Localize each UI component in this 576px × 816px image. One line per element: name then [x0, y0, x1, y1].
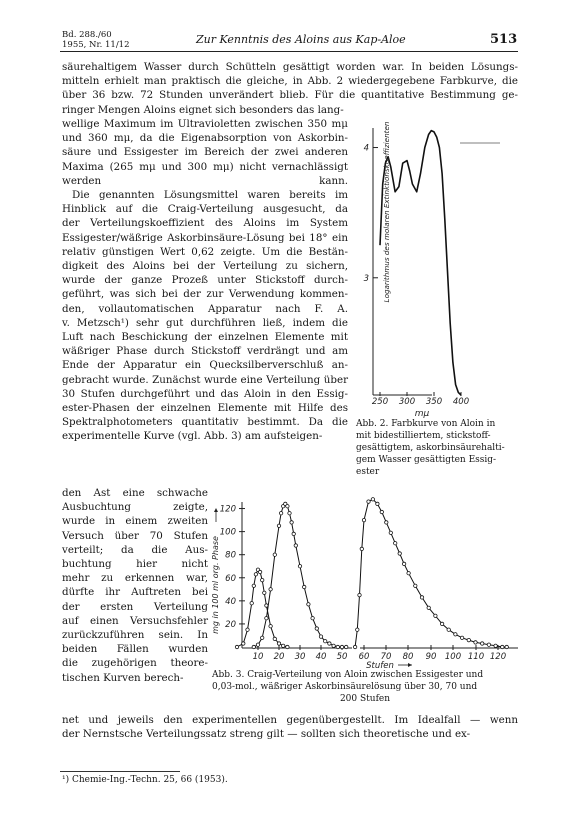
footnote: ¹) Chemie-Ing.-Techn. 25, 66 (1953). — [62, 775, 228, 785]
distribution-curve-1 — [237, 570, 287, 647]
data-point — [282, 505, 285, 508]
text-line: der ersten Verteilung — [62, 600, 208, 613]
text-line: den, vollautomatischen Apparatur nach F. A. — [62, 302, 348, 315]
data-point — [371, 498, 374, 501]
journal-volume: Bd. 288./60 — [62, 30, 112, 40]
text-line: der Verteilungskoeffizient des Aloins im System — [62, 217, 348, 230]
body-text-narrow-column — [62, 486, 208, 685]
data-point — [356, 628, 359, 631]
text-line: digkeit des Aloins bei der Verteilung zu sichern, — [62, 260, 348, 273]
text-line: mit bidestilliertem, stickstoff- — [356, 431, 491, 441]
text-line: Ausbuchtung zeigte, — [62, 501, 208, 514]
journal-year-issue: 1955, Nr. 11/12 — [62, 40, 130, 50]
data-point — [481, 642, 484, 645]
data-point — [362, 518, 365, 521]
y-tick-label: 120 — [219, 504, 236, 515]
text-line: und 360 mμ, da die Eigenabsorption von Askorbin- — [62, 132, 348, 145]
data-point — [286, 645, 289, 648]
data-point — [311, 617, 314, 620]
data-point — [376, 502, 379, 505]
data-point — [303, 585, 306, 588]
text-line: tischen Kurven berech- — [62, 671, 184, 684]
text-line: gebracht wurde. Zunächst wurde eine Verteilung über — [62, 373, 348, 386]
data-point — [286, 505, 289, 508]
data-point — [242, 642, 245, 645]
data-point — [505, 645, 508, 648]
text-line: Spektralphotometers quantitativ bestimmt. Da die — [62, 416, 348, 429]
text-line: verteilt; da die Aus- — [62, 543, 208, 556]
text-line: säurehaltigem Wasser durch Schütteln gesättigt worden war. In beiden Lösungs- — [62, 61, 518, 73]
text-line: buchtung hier nicht — [62, 558, 208, 571]
y-tick-label: 40 — [225, 596, 236, 607]
text-line: Ende der Apparatur ein Quecksilberverschluß an- — [62, 359, 348, 372]
data-point — [273, 637, 276, 640]
data-point — [394, 542, 397, 545]
text-line: wäßriger Phase durch Stickstoff verdrängt und am — [62, 345, 348, 358]
data-point — [282, 644, 285, 647]
figure-2-caption — [356, 418, 520, 478]
data-point — [265, 604, 268, 607]
data-point — [332, 644, 335, 647]
text-line: Die genannten Lösungsmittel waren bereits im — [72, 189, 348, 202]
x-tick-label: 350 — [425, 397, 443, 407]
y-tick-label: 60 — [225, 573, 236, 584]
y-axis-label: Logarithmus des molaren Extinktionskoeffizienten — [382, 121, 391, 303]
text-line: Abb. 2. Farbkurve von Aloin in — [356, 419, 496, 429]
data-point — [290, 521, 293, 524]
data-point — [467, 638, 470, 641]
data-point — [269, 625, 272, 628]
x-tick-label: 100 — [444, 652, 462, 662]
body-text-bottom — [62, 713, 518, 741]
text-line: 200 Stufen — [339, 694, 391, 704]
data-point — [269, 588, 272, 591]
data-point — [263, 591, 266, 594]
x-tick-label: 90 — [425, 652, 437, 662]
data-point — [474, 641, 477, 644]
data-point — [328, 642, 331, 645]
x-tick-label: 80 — [402, 652, 414, 662]
running-title: Zur Kenntnis des Aloins aus Kap-Aloe — [196, 33, 406, 46]
data-point — [360, 547, 363, 550]
footnote-rule — [60, 771, 180, 772]
text-line: ringer Mengen Aloins eignet sich besonders das lang- — [62, 103, 344, 116]
data-point — [298, 565, 301, 568]
y-tick-label: 100 — [219, 527, 236, 538]
x-tick-label: 300 — [398, 397, 416, 407]
data-point — [385, 521, 388, 524]
y-tick-label: 20 — [225, 619, 236, 630]
data-point — [246, 628, 249, 631]
x-tick-label: 40 — [315, 652, 327, 662]
data-point — [460, 636, 463, 639]
text-line: net und jeweils den experimentellen gegenübergestellt. Im Idealfall — wenn — [62, 714, 518, 726]
text-line: der Nernstsche Verteilungssatz streng gilt — sollten sich theoretische und ex- — [62, 728, 471, 741]
data-point — [501, 645, 504, 648]
data-point — [487, 643, 490, 646]
data-point — [358, 593, 361, 596]
data-point — [380, 510, 383, 513]
data-point — [414, 584, 417, 587]
text-line: wurde in einem zweiten — [62, 515, 208, 528]
text-line: die zugehörigen theore- — [62, 657, 208, 670]
distribution-curve-3 — [355, 499, 507, 647]
data-point — [288, 512, 291, 515]
data-point — [279, 512, 282, 515]
text-line: Abb. 3. Craig-Verteilung von Aloin zwischen Essigester und — [212, 670, 484, 680]
data-point — [258, 570, 261, 573]
data-point — [284, 502, 287, 505]
text-line: relativ günstigen Wert 0,62 zeigte. Um die Bestän- — [62, 245, 348, 258]
x-tick-label: 70 — [380, 652, 392, 662]
x-tick-label: 120 — [489, 652, 507, 662]
x-tick-label: 30 — [294, 652, 306, 662]
text-line: dürfte ihr Auftreten bei — [62, 586, 208, 599]
text-line: Hinblick auf die Craig-Verteilung ausgesucht, da — [62, 203, 348, 216]
text-line: experimentelle Kurve (vgl. Abb. 3) am aufsteigen- — [62, 430, 323, 443]
data-point — [254, 573, 257, 576]
body-text-top — [62, 60, 518, 117]
text-line: ester — [356, 467, 380, 477]
data-point — [319, 635, 322, 638]
text-line: wellige Maximum im Ultravioletten zwischen 350 mμ — [62, 118, 348, 130]
data-point — [307, 603, 310, 606]
text-line: mehr zu erkennen war, — [62, 572, 208, 585]
y-tick-label: 4 — [363, 143, 369, 154]
data-point — [252, 584, 255, 587]
data-point — [315, 627, 318, 630]
data-point — [427, 606, 430, 609]
page-number: 513 — [490, 32, 518, 47]
y-axis-label: mg in 100 ml org. Phase — [211, 536, 220, 634]
text-line: 0,03-mol., wäßriger Askorbinsäurelösung über 30, 70 und — [212, 682, 478, 692]
data-point — [494, 644, 497, 647]
data-point — [402, 562, 405, 565]
text-line: mitteln erhielt man praktisch die gleiche, in Abb. 2 wiedergegebene Farbkurve, die — [62, 75, 518, 88]
x-tick-label: 50 — [336, 652, 348, 662]
text-line: werden kann. — [62, 174, 348, 187]
text-line: wurde der ganze Prozeß unter Stickstoff durch- — [62, 274, 348, 287]
text-line: Maxima (265 mμ und 300 mμ) nicht vernachlässigt — [62, 160, 348, 173]
data-point — [353, 645, 356, 648]
data-point — [265, 617, 268, 620]
data-point — [277, 524, 280, 527]
text-line: zurückzuführen sein. In — [62, 629, 208, 642]
text-line: ester-Phasen der einzelnen Elemente mit Hilfe des — [62, 402, 348, 415]
text-line: Essigester/wäßrige Askorbinsäure-Lösung bei 18° ein — [62, 231, 348, 244]
x-tick-label: 10 — [252, 652, 264, 662]
journal-reference — [62, 30, 130, 50]
header-rule — [60, 51, 518, 52]
absorption-curve — [380, 131, 461, 395]
x-tick-label: 400 — [452, 397, 470, 407]
text-line: gem Wasser gesättigten Essig- — [356, 455, 497, 465]
data-point — [389, 531, 392, 534]
data-point — [447, 628, 450, 631]
x-tick-label: 20 — [273, 652, 285, 662]
data-point — [277, 642, 280, 645]
text-line: geführt, was sich bei der zur Verwendung kommen- — [62, 288, 348, 301]
text-line: v. Metzsch¹) sehr gut durchführen ließ, indem die — [62, 316, 348, 329]
y-tick-label: 80 — [225, 550, 236, 561]
x-tick-label: 110 — [467, 652, 485, 662]
distribution-curve-2 — [254, 504, 346, 647]
text-line: über 36 bzw. 72 Stunden unverändert blieb. Für die quantitative Bestimmung ge- — [62, 89, 518, 102]
x-axis-label: Stufen — [366, 661, 394, 671]
text-line: den Ast eine schwache — [62, 487, 208, 499]
text-line: säure und Essigester im Bereich der zwei anderen — [62, 146, 348, 159]
data-point — [256, 568, 259, 571]
data-point — [340, 645, 343, 648]
data-point — [454, 633, 457, 636]
data-point — [235, 645, 238, 648]
data-point — [292, 532, 295, 535]
data-point — [336, 645, 339, 648]
text-line: Versuch über 70 Stufen — [62, 529, 208, 542]
y-tick-label: 3 — [363, 273, 369, 284]
text-line: beiden Fällen wurden — [62, 643, 208, 656]
text-line: Luft nach Beschickung der einzelnen Elemente mit — [62, 331, 348, 344]
figure-3-caption — [212, 669, 518, 705]
data-point — [398, 552, 401, 555]
data-point — [420, 596, 423, 599]
x-tick-label: 60 — [358, 652, 370, 662]
y-axis-arrowhead — [214, 508, 218, 512]
text-line: auf einen Versuchsfehler — [62, 614, 208, 627]
data-point — [256, 643, 259, 646]
data-point — [407, 572, 410, 575]
text-line: 30 Stufen durchgeführt und das Aloin in den Essig- — [62, 387, 348, 400]
data-point — [294, 544, 297, 547]
x-axis-label: mμ — [414, 409, 430, 419]
data-point — [252, 645, 255, 648]
data-point — [434, 614, 437, 617]
body-text-left-column — [62, 117, 348, 444]
data-point — [367, 500, 370, 503]
data-point — [261, 578, 264, 581]
x-axis-arrowhead — [408, 663, 412, 667]
data-point — [345, 645, 348, 648]
data-point — [273, 553, 276, 556]
data-point — [324, 640, 327, 643]
text-line: gesättigtem, askorbinsäurehalti- — [356, 443, 505, 453]
data-point — [440, 622, 443, 625]
x-tick-label: 250 — [371, 397, 389, 407]
data-point — [250, 602, 253, 605]
data-point — [261, 636, 264, 639]
